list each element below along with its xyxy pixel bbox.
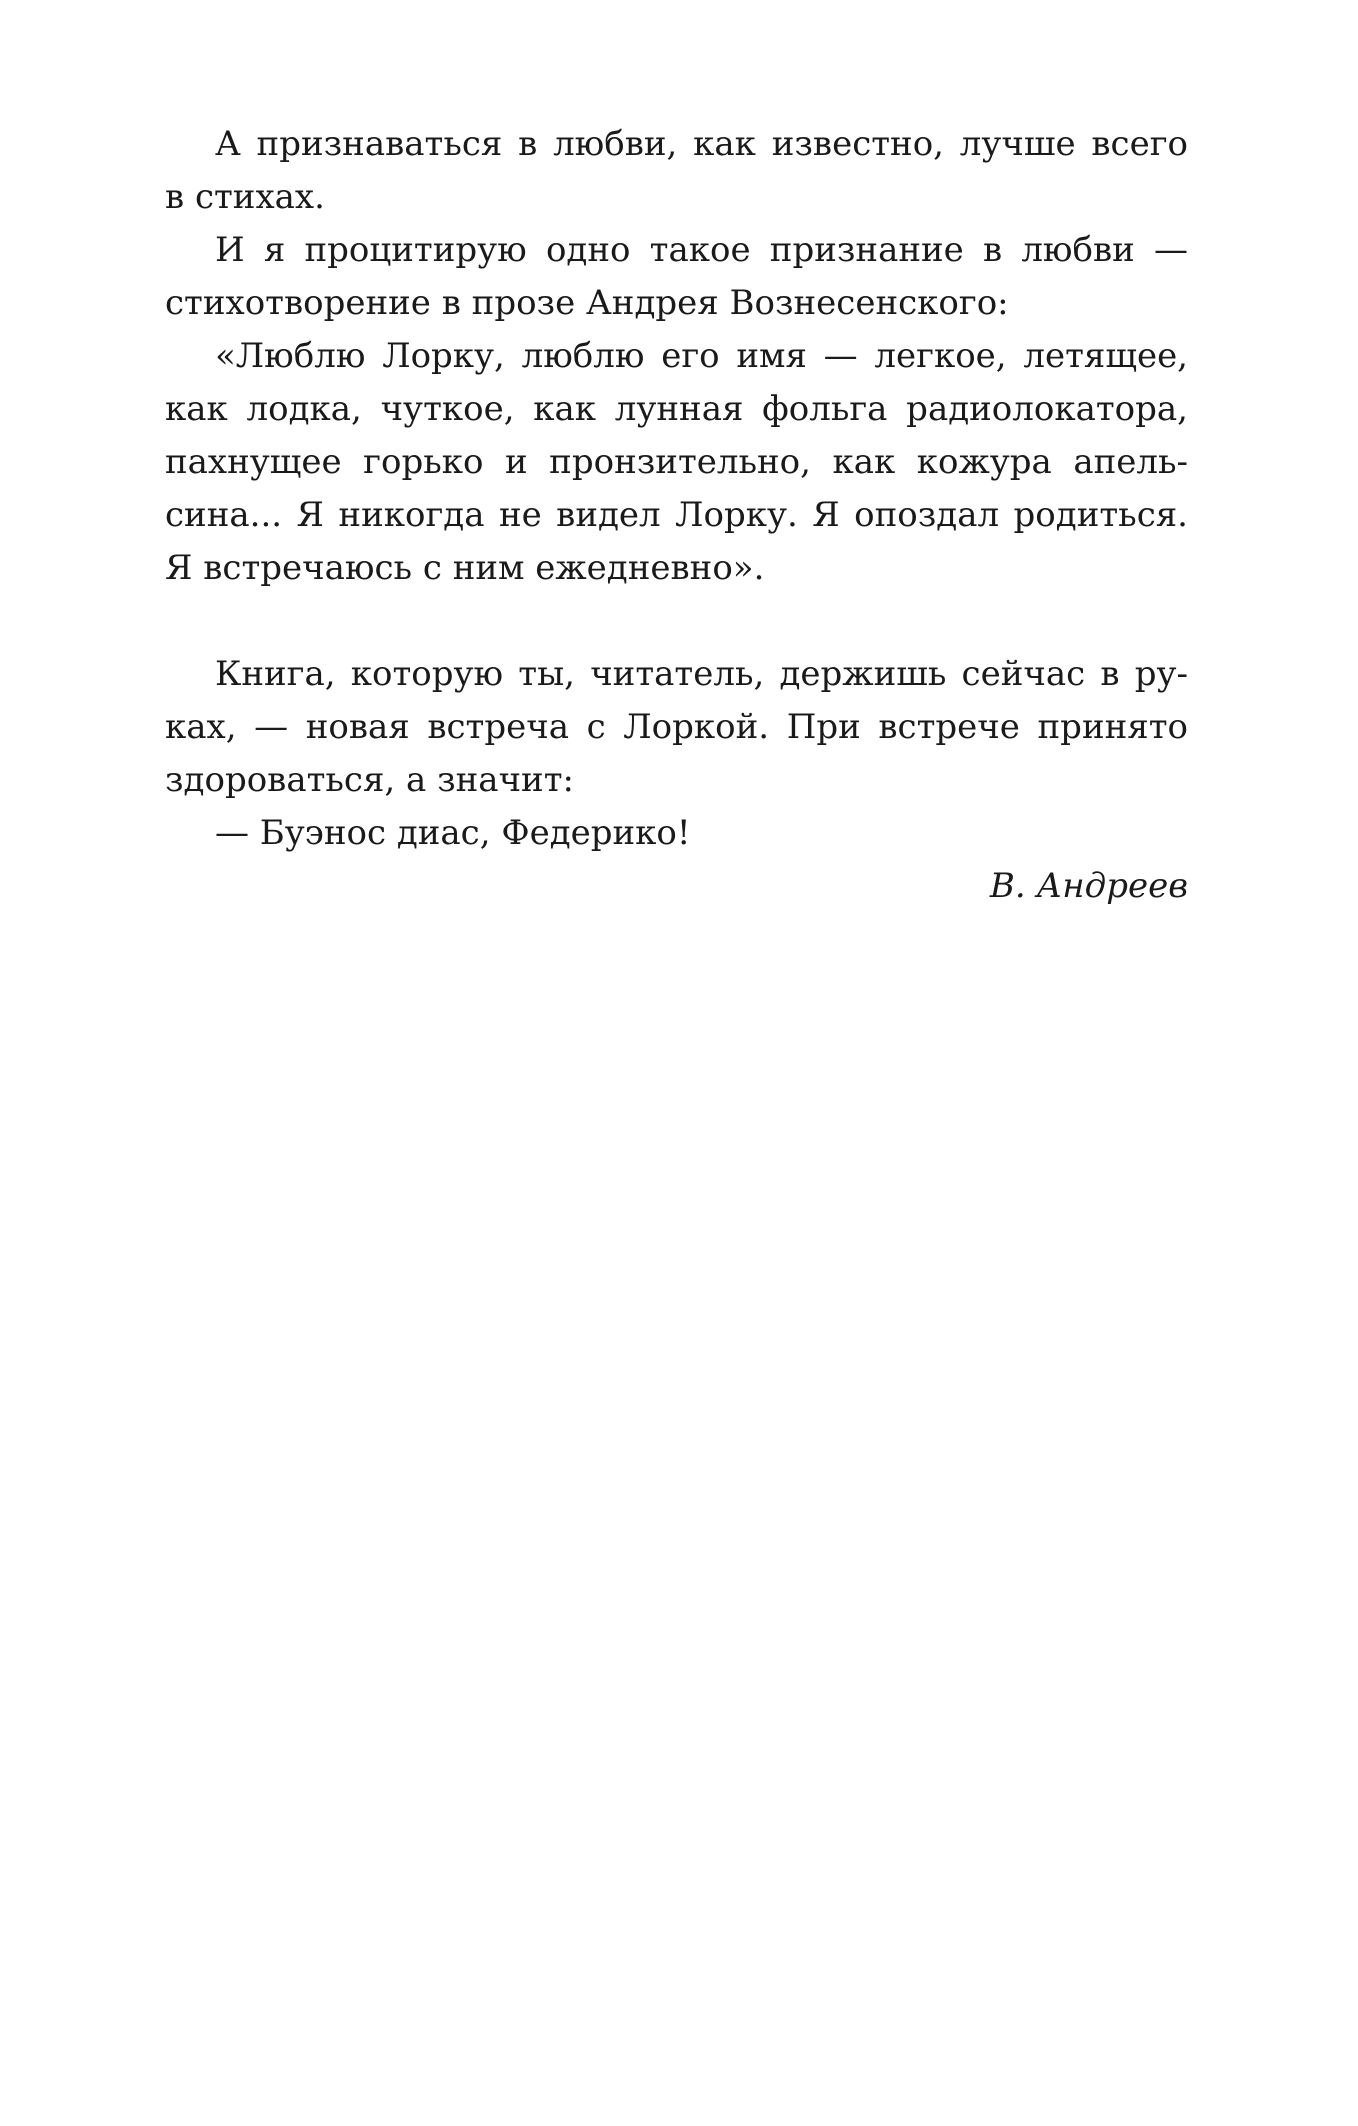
paragraph-2-line-1: И я процитирую одно такое признание в любви — bbox=[215, 230, 1188, 270]
quote-line-1: «Люблю Лорку, люблю его имя — легкое, летящее, bbox=[215, 336, 1188, 376]
quote-line-4: сина... Я никогда не видел Лорку. Я опоздал родиться. bbox=[165, 495, 1188, 535]
greeting-line: — Буэнос диас, Федерико! bbox=[215, 813, 691, 853]
paragraph-1-line-2: в стихах. bbox=[165, 177, 325, 217]
paragraph-4-line-2: ках, — новая встреча с Лоркой. При встрече принято bbox=[165, 707, 1188, 747]
paragraph-gap bbox=[165, 595, 1188, 648]
author-signature: В. Андреев bbox=[989, 866, 1188, 906]
quote-line-2: как лодка, чуткое, как лунная фольга радиолокатора, bbox=[165, 389, 1188, 429]
paragraph-4-line-1: Книга, которую ты, читатель, держишь сейчас в ру- bbox=[215, 654, 1188, 694]
paragraph-4-line-3: здороваться, а значит: bbox=[165, 760, 574, 800]
quote-line-5: Я встречаюсь с ним ежедневно». bbox=[165, 548, 765, 588]
paragraph-2-line-2: стихотворение в прозе Андрея Вознесенского: bbox=[165, 283, 1009, 323]
quote-line-3: пахнущее горько и пронзительно, как кожура апель- bbox=[165, 442, 1188, 482]
book-page bbox=[165, 118, 1188, 913]
paragraph-1-line-1: А признаваться в любви, как известно, лучше всего bbox=[215, 124, 1188, 164]
